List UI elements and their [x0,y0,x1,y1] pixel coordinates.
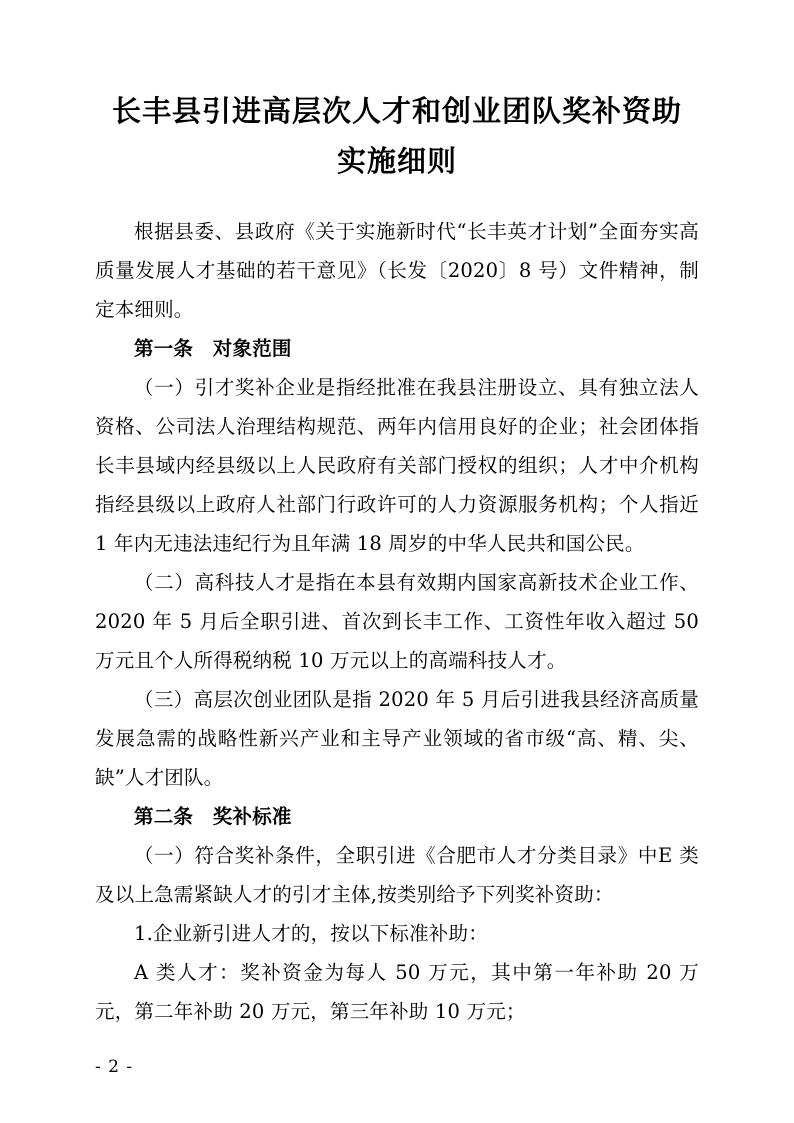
paragraph-article-1-item-1: （一）引才奖补企业是指经批准在我县注册设立、具有独立法人资格、公司法人治理结构规范、两年内信用良好的企业；社会团体指长丰县域内经县级以上人民政府有关部门授权的组织；人才中介机构指经县级以上政府人社部门行政许可的人力资源服务机构；个人指近 1 年内无违法违纪行为且年满 18 周岁的中华人民共和国公民。 [95,376,699,555]
page-number: - 2 - [95,1057,134,1077]
heading-article-2: 第二条 奖补标准 [134,805,292,828]
paragraph-article-2-item-1: （一）符合奖补条件，全职引进《合肥市人才分类目录》中E 类及以上急需紧缺人才的引才主体,按类别给予下列奖补资助： [95,844,699,906]
paragraph-article-2-item-1-sub-1: 1.企业新引进人才的，按以下标准补助： [134,922,488,945]
paragraph-article-1-item-2: （二）高科技人才是指在本县有效期内国家高新技术企业工作、2020 年 5 月后全职引进、首次到长丰工作、工资性年收入超过 50 万元且个人所得税纳税 10 万元以上的高端科技人才。 [95,571,699,672]
page-title-line-2: 实施细则 [336,144,457,178]
page-title [95,86,699,186]
document-body [95,86,699,1031]
paragraph-preamble: 根据县委、县政府《关于实施新时代“长丰英才计划”全面夯实高质量发展人才基础的若干意见》（长发〔2020〕8 号）文件精神，制定本细则。 [95,220,699,321]
heading-article-1: 第一条 对象范围 [134,337,292,360]
page-title-line-1: 长丰县引进高层次人才和创业团队奖补资助 [111,94,682,128]
paragraph-article-1-item-3: （三）高层次创业团队是指 2020 年 5 月后引进我县经济高质量发展急需的战略性新兴产业和主导产业领域的省市级“高、精、尖、缺”人才团队。 [95,688,699,789]
paragraph-class-a-talent: A 类人才：奖补资金为每人 50 万元，其中第一年补助 20 万元，第二年补助 20 万元，第三年补助 10 万元； [95,961,699,1023]
